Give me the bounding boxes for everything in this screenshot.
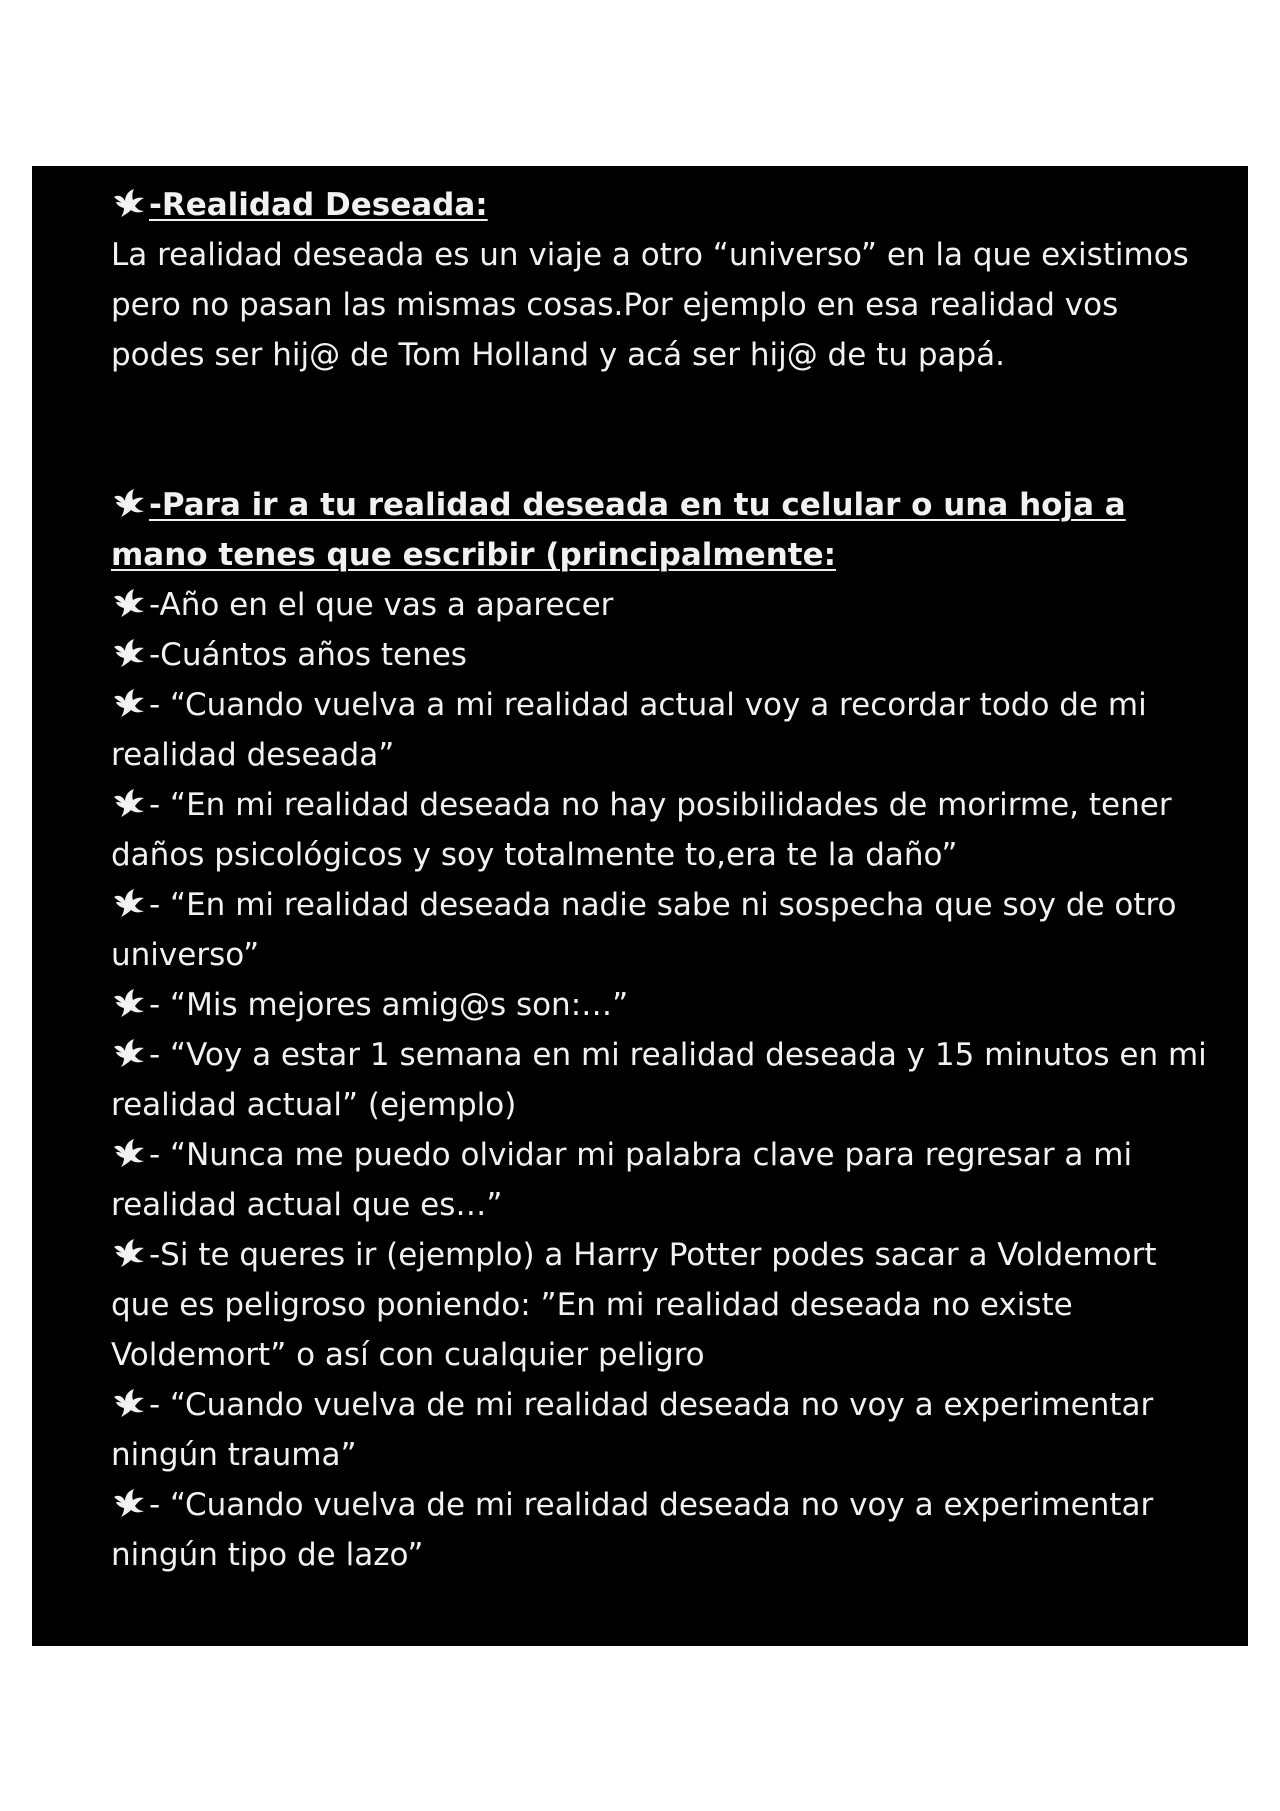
intro-paragraph: La realidad deseada es un viaje a otro “universo” en la que existimos pero no pasan las mismas cosas.Por ejemplo en esa realidad vos podes ser hij@ de Tom Holland y acá ser hij@ de tu papá. xyxy=(111,237,1189,373)
section-heading-text: -Realidad Deseada: xyxy=(149,187,488,223)
dove-icon xyxy=(111,588,147,618)
dove-icon xyxy=(111,1488,147,1518)
dove-icon xyxy=(111,188,147,218)
list-item xyxy=(111,580,1208,630)
list-item xyxy=(111,1230,1208,1380)
list-item xyxy=(111,780,1208,880)
list-item xyxy=(111,1030,1208,1130)
list-item-text: -Año en el que vas a aparecer xyxy=(149,587,614,623)
list-item-text: -Si te queres ir (ejemplo) a Harry Potter podes sacar a Voldemort que es peligroso poniendo: ”En mi realidad deseada no existe Voldemort” o así con cualquier peligro xyxy=(111,1237,1157,1373)
list-item-text: - “En mi realidad deseada no hay posibilidades de morirme, tener daños psicológicos y soy totalmente to,era te la daño” xyxy=(111,787,1172,873)
list-item-text: - “Cuando vuelva de mi realidad deseada no voy a experimentar ningún tipo de lazo” xyxy=(111,1487,1154,1573)
list-item-text: - “Voy a estar 1 semana en mi realidad deseada y 15 minutos en mi realidad actual” (ejemplo) xyxy=(111,1037,1207,1123)
section-heading-realidad-deseada xyxy=(111,180,1208,230)
dove-icon xyxy=(111,638,147,668)
dove-icon xyxy=(111,1038,147,1068)
spacer xyxy=(111,380,1208,480)
note-panel xyxy=(32,166,1248,1646)
list-item-text: -Cuántos años tenes xyxy=(149,637,467,673)
section-heading-instructions xyxy=(111,480,1208,580)
dove-icon xyxy=(111,1138,147,1168)
list-item-text: - “Mis mejores amig@s son:…” xyxy=(149,987,629,1023)
dove-icon xyxy=(111,888,147,918)
list-item-text: - “Nunca me puedo olvidar mi palabra clave para regresar a mi realidad actual que es…” xyxy=(111,1137,1133,1223)
section-heading-text: -Para ir a tu realidad deseada en tu celular o una hoja a mano tenes que escribir (principalmente: xyxy=(111,487,1126,573)
list-item-text: - “Cuando vuelva de mi realidad deseada no voy a experimentar ningún trauma” xyxy=(111,1387,1154,1473)
list-item xyxy=(111,1480,1208,1580)
list-item xyxy=(111,680,1208,780)
list-item xyxy=(111,1130,1208,1230)
dove-icon xyxy=(111,788,147,818)
list-item xyxy=(111,880,1208,980)
dove-icon xyxy=(111,688,147,718)
dove-icon xyxy=(111,1238,147,1268)
list-item xyxy=(111,980,1208,1030)
list-item-text: - “En mi realidad deseada nadie sabe ni sospecha que soy de otro universo” xyxy=(111,887,1177,973)
dove-icon xyxy=(111,988,147,1018)
dove-icon xyxy=(111,488,147,518)
instruction-list xyxy=(111,580,1208,1580)
list-item xyxy=(111,630,1208,680)
list-item xyxy=(111,1380,1208,1480)
list-item-text: - “Cuando vuelva a mi realidad actual voy a recordar todo de mi realidad deseada” xyxy=(111,687,1147,773)
dove-icon xyxy=(111,1388,147,1418)
